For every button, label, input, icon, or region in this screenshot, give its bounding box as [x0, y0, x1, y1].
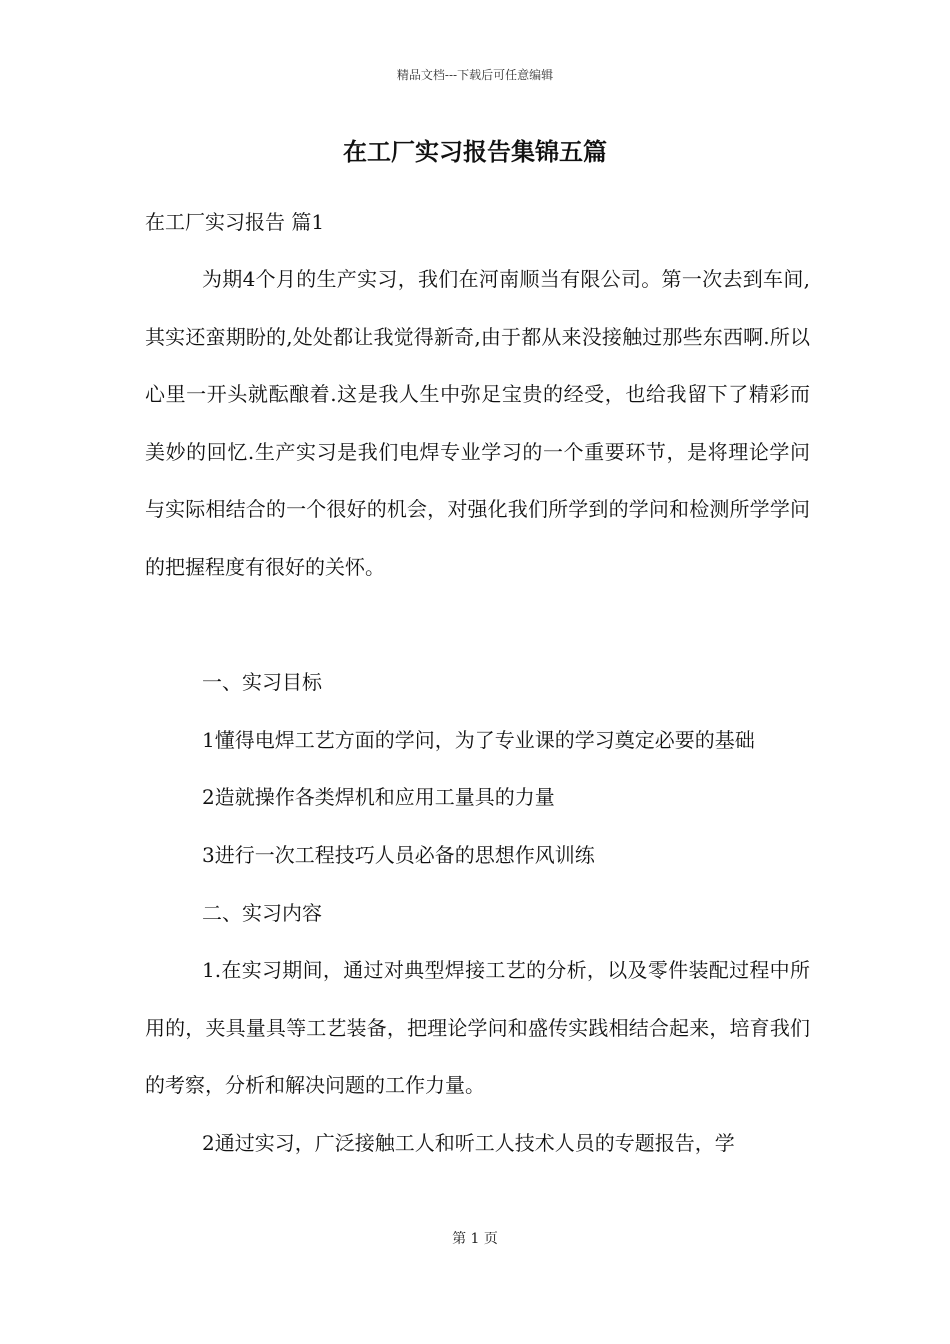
paragraph-spacer: [145, 597, 810, 655]
content-item-1: 1.在实习期间，通过对典型焊接工艺的分析，以及零件装配过程中所用的，夹具量具等工艺装备，把理论学问和盛传实践相结合起来，培育我们的考察，分析和解决问题的工作力量。: [145, 958, 810, 1098]
intro-paragraph: 为期4个月的生产实习，我们在河南顺当有限公司。第一次去到车间,其实还蛮期盼的,处处都让我觉得新奇,由于都从来没接触过那些东西啊.所以心里一开头就酝酿着.这是我人生中弥足宝贵的经受，也给我留下了精彩而美妙的回忆.生产实习是我们电焊专业学习的一个重要环节，是将理论学问与实际相结合的一个很好的机会，对强化我们所学到的学问和检测所学学问的把握程度有很好的关怀。: [145, 267, 810, 579]
content-item-2: 2通过实习，广泛接触工人和听工人技术人员的专题报告，学: [202, 1130, 735, 1155]
document-title: 在工厂实习报告集锦五篇: [343, 137, 607, 166]
goal-heading: 一、实习目标: [202, 670, 322, 695]
goal-item-3: 3进行一次工程技巧人员必备的思想作风训练: [202, 842, 595, 867]
document-body: [145, 251, 810, 1173]
header-note: 精品文档---下载后可任意编辑: [396, 68, 554, 82]
goal-item-2: 2造就操作各类焊机和应用工量具的力量: [202, 785, 555, 810]
goal-item-1: 1懂得电焊工艺方面的学问，为了专业课的学习奠定必要的基础: [202, 727, 755, 752]
content-heading: 二、实习内容: [202, 900, 322, 925]
page-footer: 第 1 页: [452, 1231, 498, 1247]
section-heading: 在工厂实习报告 篇1: [145, 210, 325, 234]
